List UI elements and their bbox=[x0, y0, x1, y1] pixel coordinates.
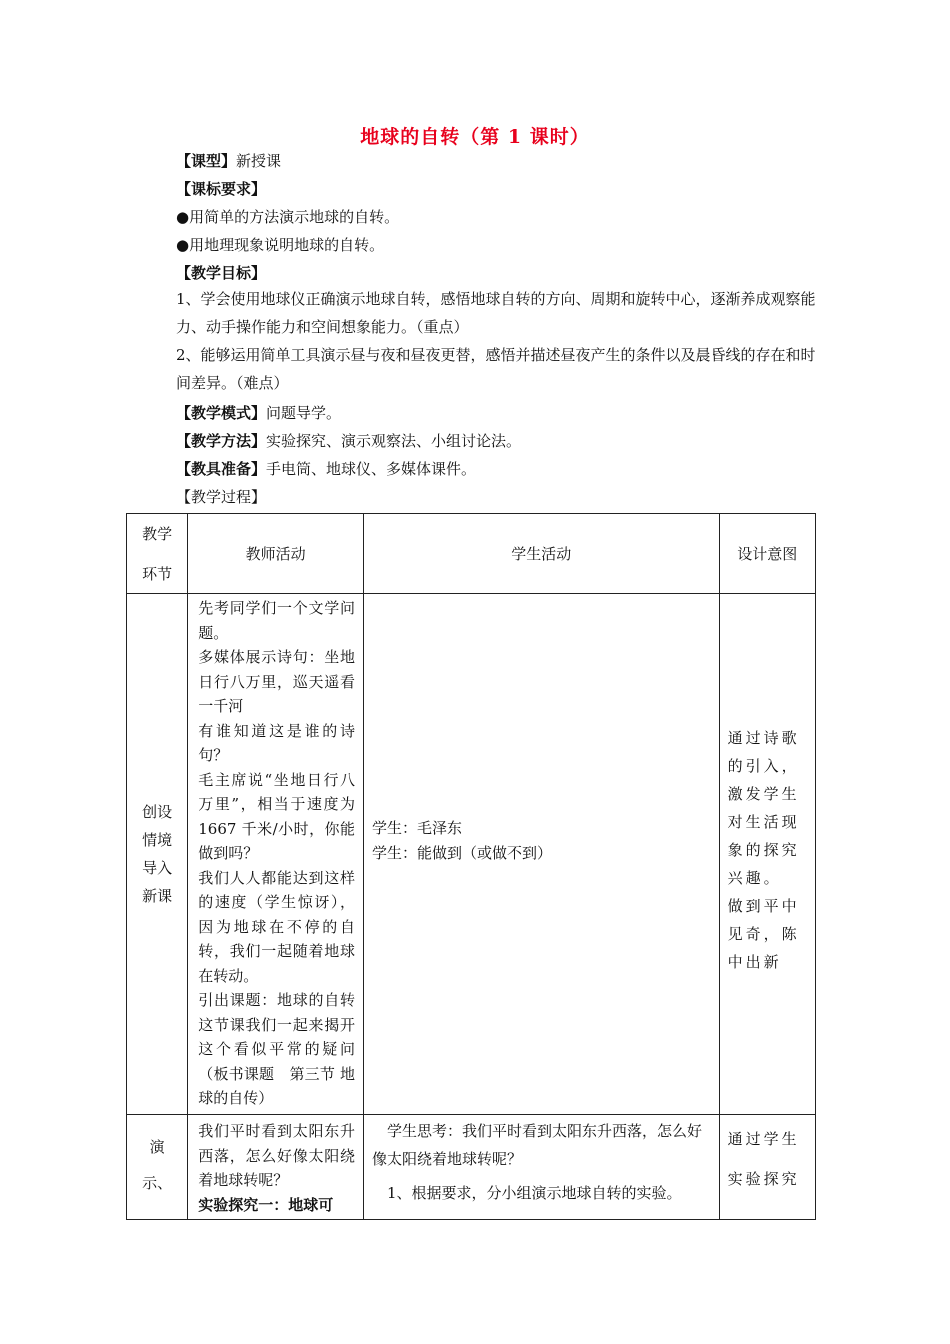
mode-label: 【教学模式】 bbox=[176, 404, 267, 422]
goal-2: 2、能够运用简单工具演示昼与夜和昼夜更替，感悟并描述昼夜产生的条件以及晨昏线的存在和时间差异。（难点） bbox=[176, 346, 816, 392]
course-type-line bbox=[176, 151, 281, 171]
goals-heading bbox=[176, 263, 266, 283]
method-value: 实验探究、演示观察法、小组讨论法。 bbox=[266, 432, 522, 450]
row2-student bbox=[364, 1115, 720, 1220]
row1-teacher bbox=[188, 594, 364, 1115]
header-stage-line1: 教学 bbox=[142, 524, 173, 543]
teacher-line: 先考同学们一个文学问题。 bbox=[198, 599, 356, 642]
course-type-value: 新授课 bbox=[236, 152, 282, 170]
standard-item: ●用地理现象说明地球的自转。 bbox=[176, 236, 385, 254]
teaching-process-table bbox=[126, 513, 816, 1220]
header-design-label: 设计意图 bbox=[737, 545, 798, 563]
process-heading: 【教学过程】 bbox=[176, 488, 267, 506]
goals-label: 【教学目标】 bbox=[176, 264, 267, 282]
row2-stage bbox=[127, 1115, 188, 1220]
design-line: 通过学生实验探究 bbox=[727, 1130, 800, 1188]
row1-design bbox=[719, 594, 815, 1115]
standards-heading bbox=[176, 179, 266, 199]
teacher-bold-line: 实验探究一：地球可 bbox=[198, 1195, 334, 1214]
table-row bbox=[127, 594, 816, 1115]
row2-stage-line2: 示、 bbox=[142, 1174, 173, 1192]
row1-stage-text: 创设情境导入新课 bbox=[142, 803, 173, 905]
header-teacher-label: 教师活动 bbox=[245, 545, 306, 563]
method-label: 【教学方法】 bbox=[176, 432, 267, 450]
table-header-row bbox=[127, 514, 816, 594]
tools-label: 【教具准备】 bbox=[176, 460, 267, 478]
method-line bbox=[176, 431, 521, 451]
course-type-label: 【课型】 bbox=[176, 152, 237, 170]
teacher-line: 有谁知道这是谁的诗句？ bbox=[198, 721, 356, 764]
teacher-line: 毛主席说“坐地日行八万里”，相当于速度为 1667 千米/小时，你能做到吗？ bbox=[198, 770, 356, 862]
teacher-line: 多媒体展示诗句：坐地日行八万里，巡天遥看一千河 bbox=[198, 648, 356, 715]
row1-stage bbox=[127, 594, 188, 1115]
row2-stage-line1: 演 bbox=[149, 1138, 165, 1156]
row2-design bbox=[719, 1115, 815, 1220]
header-teacher bbox=[188, 514, 364, 594]
tools-value: 手电筒、地球仪、多媒体课件。 bbox=[266, 460, 477, 478]
header-design bbox=[719, 514, 815, 594]
tools-line bbox=[176, 459, 476, 479]
standards-label: 【课标要求】 bbox=[176, 180, 267, 198]
header-student bbox=[364, 514, 720, 594]
design-line: 做到平中见奇，陈中出新 bbox=[727, 897, 800, 971]
teacher-line: 我们人人都能达到这样的速度（学生惊讶），因为地球在不停的自转，我们一起随着地球在转动。 bbox=[198, 868, 356, 985]
design-line: 通过诗歌的引入，激发学生对生活现象的探究兴趣。 bbox=[727, 729, 800, 887]
student-line: 学生：毛泽东 bbox=[372, 819, 463, 837]
teacher-line: 引出课题：地球的自转这节课我们一起来揭开这个看似平常的疑问（板书课题 第三节 地球的自传） bbox=[198, 991, 356, 1107]
header-stage bbox=[127, 514, 188, 594]
mode-line bbox=[176, 403, 341, 423]
document-title: 地球的自转（第 1 课时） bbox=[360, 126, 590, 148]
goal-1: 1、学会使用地球仪正确演示地球自转，感悟地球自转的方向、周期和旋转中心，逐渐养成观察能力、动手操作能力和空间想象能力。（重点） bbox=[176, 290, 816, 336]
row2-teacher bbox=[188, 1115, 364, 1220]
standard-item: ●用简单的方法演示地球的自转。 bbox=[176, 208, 400, 226]
teacher-line: 我们平时看到太阳东升西落，怎么好像太阳绕着地球转呢？ bbox=[198, 1122, 356, 1189]
header-stage-line2: 环节 bbox=[142, 564, 173, 583]
student-line: 学生思考：我们平时看到太阳东升西落，怎么好像太阳绕着地球转呢？ bbox=[372, 1122, 703, 1168]
student-line: 学生：能做到（或做不到） bbox=[372, 843, 553, 862]
mode-value: 问题导学。 bbox=[266, 404, 342, 422]
header-student-label: 学生活动 bbox=[511, 545, 572, 563]
student-line: 1、根据要求，分小组演示地球自转的实验。 bbox=[387, 1184, 682, 1202]
row1-student bbox=[364, 594, 720, 1115]
table-row bbox=[127, 1115, 816, 1220]
